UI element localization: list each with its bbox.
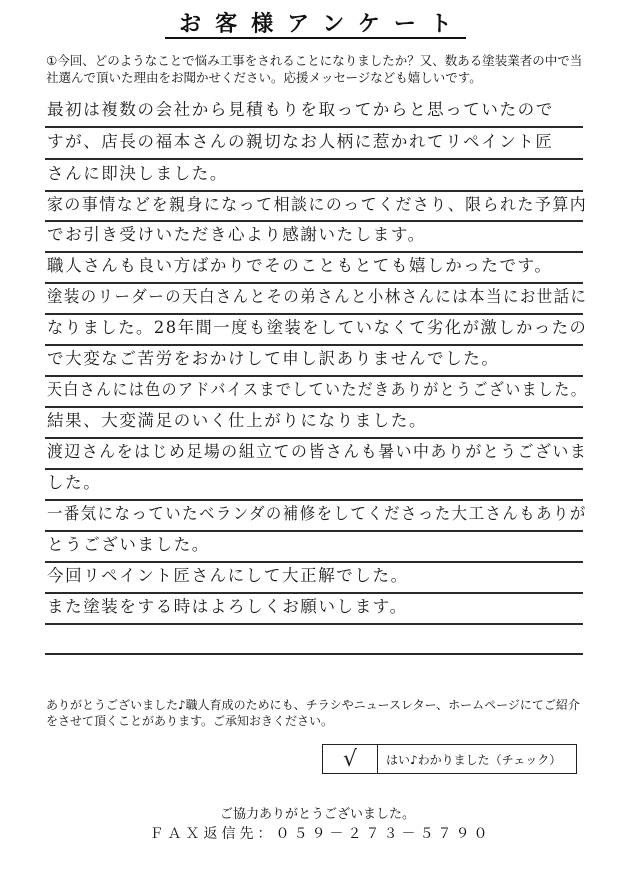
publication-notice: ありがとうございました♪職人育成のためにも、チラシやニュースレター、ホームページにてご紹介をさせて頂くことがあります。ご承知おきください。 (46, 698, 580, 728)
consent-checkbox[interactable] (323, 745, 378, 773)
check-mark-icon: √ (342, 746, 358, 772)
answer-line: 今回リペイント匠さんにして大正解でした。 (47, 566, 409, 585)
question-text: ①今回、どのようなことで悩み工事をされることになりましたか？又、数ある塗装業者の中で当社選んで頂いた理由をお聞かせください。応援メッセージなども嬉しいです。 (46, 53, 583, 85)
answer-line: 最初は複数の会社から見積もりを取ってからと思っていたので (47, 100, 554, 119)
answer-line: で大変なご苦労をおかけして申し訳ありませんでした。 (47, 349, 500, 368)
answer-line: 塗装のリーダーの天白さんとその弟さんと小林さんには本当にお世話に (47, 287, 588, 306)
answer-line: すが、店長の福本さんの親切なお人柄に惹かれてリペイント匠 (47, 132, 554, 151)
answer-line: 天白さんには色のアドバイスまでしていただきありがとうございました。 (47, 380, 588, 399)
page-title (0, 12, 631, 39)
answer-line: とうございました。 (47, 535, 210, 554)
thanks-message: ご協力ありがとうございました。 (219, 807, 415, 822)
answer-line: 結果、大変満足のいく仕上がりになりました。 (47, 411, 428, 430)
answer-line: 一番気になっていたベランダの補修をしてくださった大工さんもありが (47, 504, 587, 523)
consent-checkbox-row[interactable] (322, 744, 577, 774)
answer-line (47, 624, 587, 652)
answer-line: さんに即決しました。 (47, 164, 228, 183)
ruled-line (45, 653, 583, 655)
fax-number: ＦＡＸ返信先：０５９－２７３－５７９０ (149, 826, 492, 842)
title-text: お客様アンケート (165, 13, 466, 39)
answer-line: 渡辺さんをはじめ足場の組立ての皆さんも暑い中ありがとうございま (47, 442, 588, 461)
answer-line: 職人さんも良い方ばかりでそのこともとても嬉しかったです。 (47, 256, 553, 275)
answer-line: 家の事情などを親身になって相談にのってくださり、限られた予算内 (47, 195, 588, 214)
answer-line: した。 (47, 473, 102, 492)
consent-label: はい♪わかりました（チェック） (386, 752, 562, 767)
answer-line: また塗装をする時はよろしくお願いします。 (47, 597, 408, 616)
answer-line: でお引き受けいただき心より感謝いたします。 (47, 225, 426, 244)
answer-line: なりました。28年間一度も塗装をしていなくて劣化が激しかったの (47, 318, 588, 337)
